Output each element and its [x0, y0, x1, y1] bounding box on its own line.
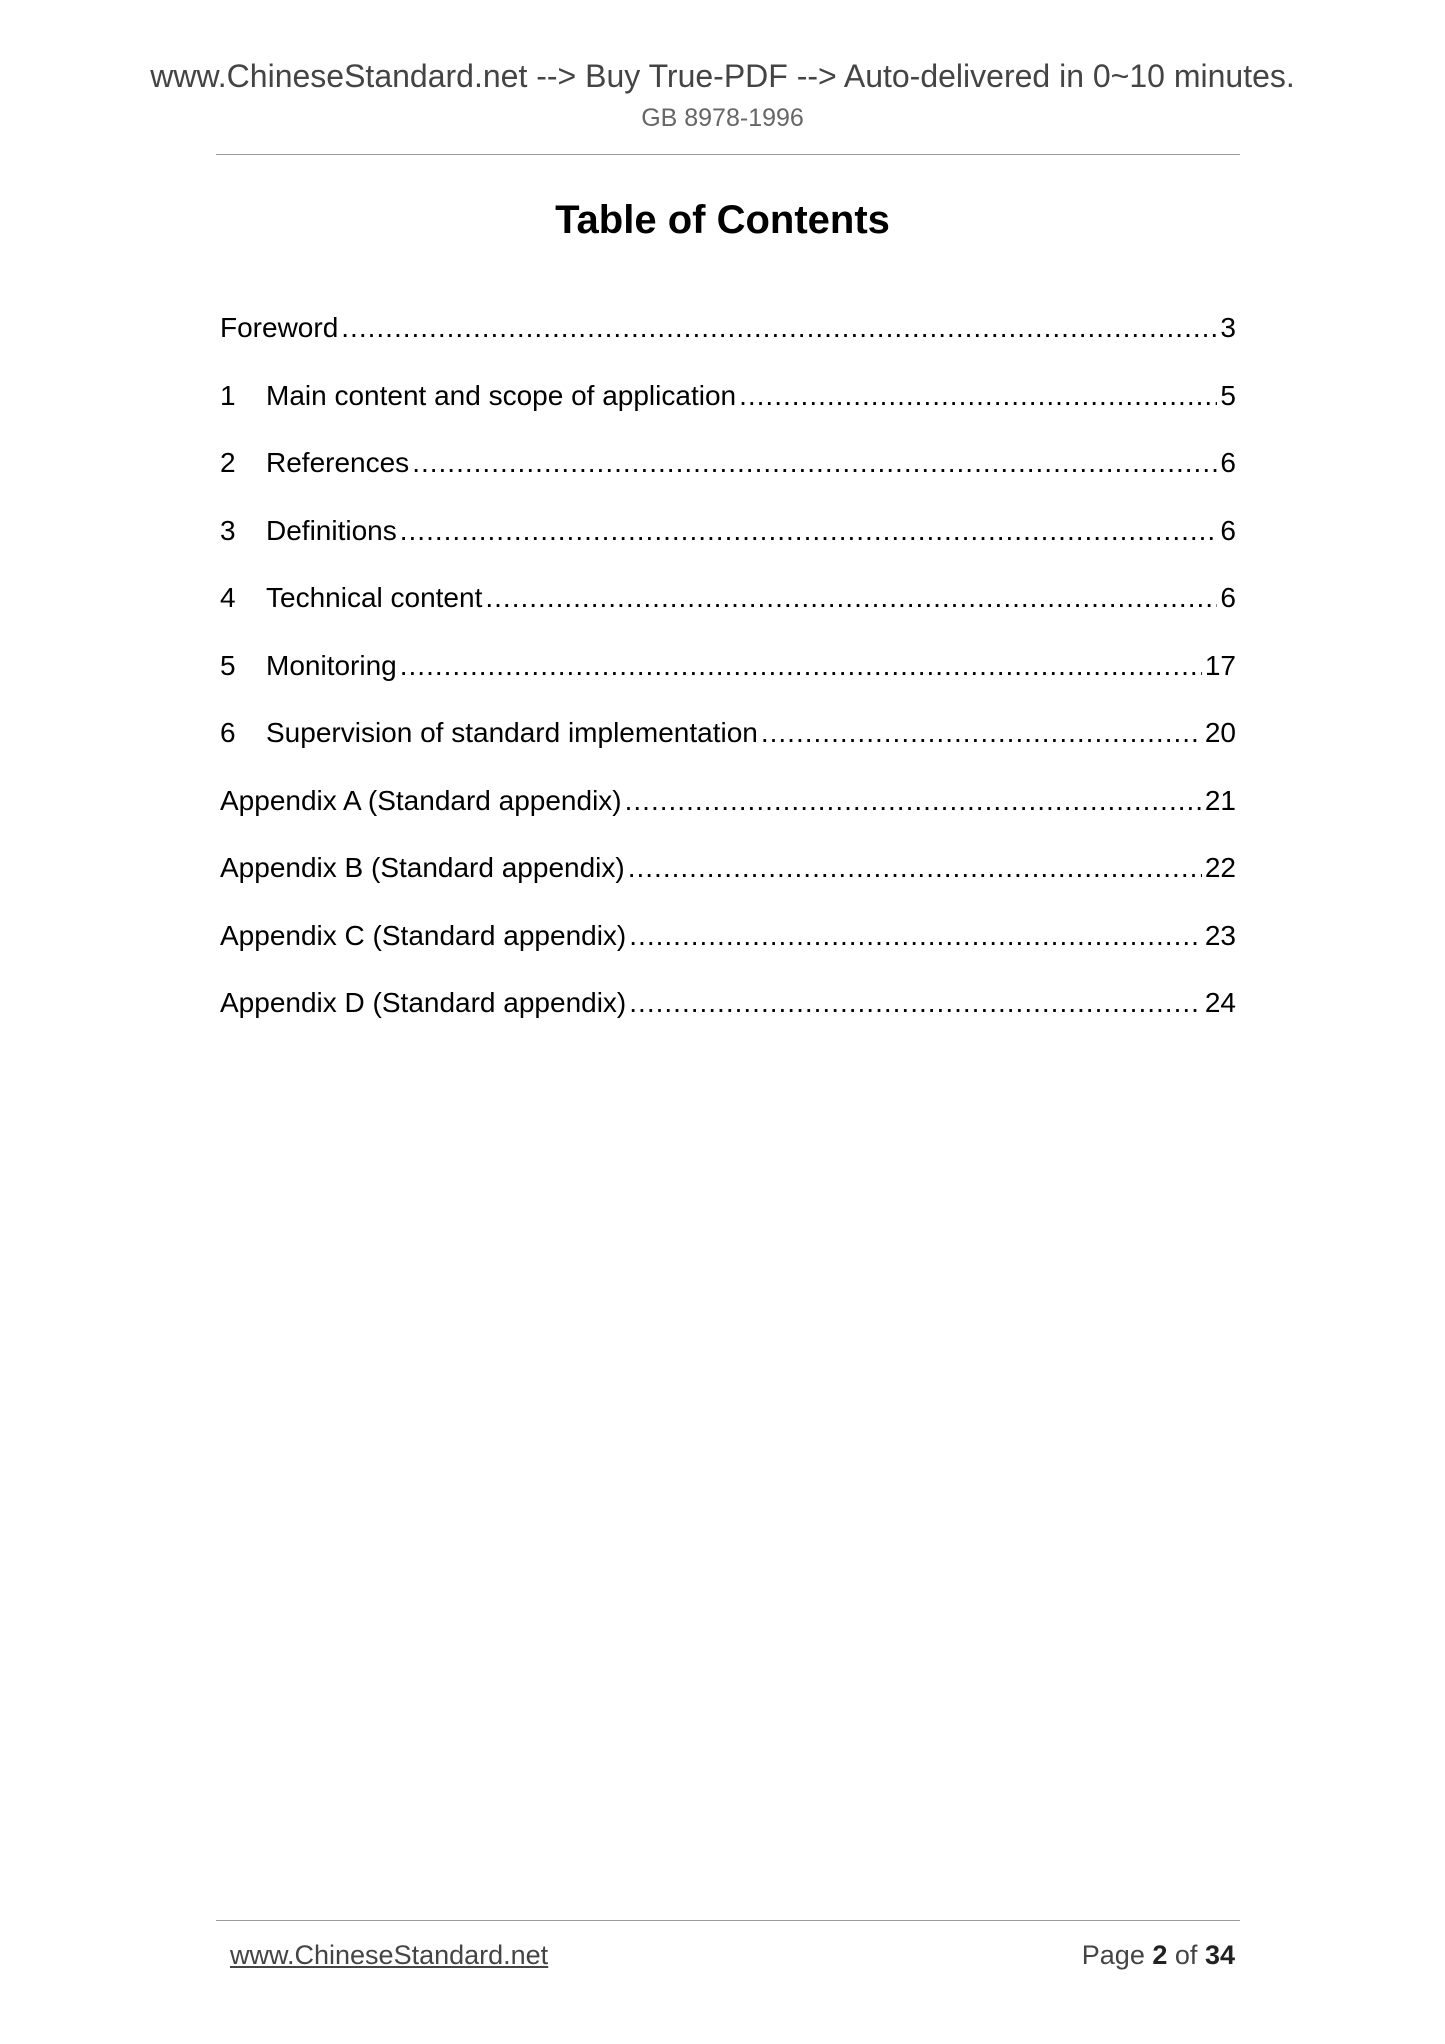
toc-entry-appendix-b[interactable]	[220, 850, 1236, 918]
toc-dot-leader	[412, 445, 1217, 481]
toc-entry-number: 3	[220, 514, 236, 546]
toc-dot-leader	[739, 378, 1217, 414]
toc-entry-label: Supervision of standard implementation	[266, 717, 758, 748]
toc-entry-label: Appendix D (Standard appendix)	[220, 987, 627, 1018]
page-of-label: of	[1174, 1940, 1198, 1970]
page-prefix: Page	[1081, 1940, 1145, 1970]
header-divider	[216, 154, 1240, 155]
toc-entry-label: Appendix B (Standard appendix)	[220, 852, 625, 883]
toc-entry-number: 1	[220, 379, 236, 411]
toc-entry-page: 5	[1220, 379, 1236, 411]
toc-entry-page: 6	[1220, 582, 1236, 613]
toc-entry-label: Appendix C (Standard appendix)	[220, 919, 627, 951]
toc-entry-label: Definitions	[266, 514, 397, 546]
toc-entry-number: 4	[220, 582, 236, 613]
toc-entry-number: 2	[220, 447, 236, 478]
toc-dot-leader	[400, 648, 1202, 684]
toc-dot-leader	[629, 985, 1202, 1021]
toc-entry-number: 5	[220, 649, 236, 681]
toc-entry-page: 3	[1220, 312, 1236, 343]
toc-entry-section-6[interactable]	[220, 715, 1236, 783]
toc-entry-label: Monitoring	[266, 649, 397, 681]
toc-dot-leader	[341, 310, 1217, 346]
toc-entry-label: Appendix A (Standard appendix)	[220, 784, 622, 816]
header-banner: www.ChineseStandard.net --> Buy True-PDF --> Auto-delivered in 0~10 minutes.	[150, 58, 1295, 94]
toc-entry-number: 6	[220, 717, 236, 748]
toc-entry-page: 24	[1204, 987, 1236, 1018]
toc-entry-appendix-c[interactable]	[220, 918, 1236, 986]
toc-entry-label: Technical content	[266, 582, 483, 613]
toc-dot-leader	[400, 513, 1218, 549]
page-title: Table of Contents	[555, 198, 890, 242]
toc-entry-section-1[interactable]	[220, 378, 1236, 446]
page-number	[1082, 1940, 1235, 1971]
toc-dot-leader	[625, 783, 1202, 819]
toc-entry-page: 17	[1204, 649, 1236, 681]
document-id: GB 8978-1996	[641, 104, 804, 132]
toc-entry-appendix-d[interactable]	[220, 985, 1236, 1053]
toc-entry-label: Main content and scope of application	[266, 379, 737, 411]
toc-entry-section-3[interactable]	[220, 513, 1236, 581]
toc-dot-leader	[628, 850, 1202, 886]
toc-entry-label: References	[266, 447, 410, 478]
toc-entry-label: Foreword	[220, 312, 339, 343]
toc-entry-page: 23	[1204, 919, 1236, 951]
table-of-contents	[220, 310, 1236, 1053]
toc-entry-section-4[interactable]	[220, 580, 1236, 648]
toc-entry-page: 6	[1220, 514, 1236, 546]
toc-dot-leader	[761, 715, 1202, 751]
toc-dot-leader	[629, 918, 1202, 954]
footer-divider	[216, 1920, 1240, 1921]
toc-entry-section-5[interactable]	[220, 648, 1236, 716]
toc-entry-appendix-a[interactable]	[220, 783, 1236, 851]
toc-entry-page: 20	[1204, 717, 1236, 748]
toc-entry-foreword[interactable]	[220, 310, 1236, 378]
total-pages-number: 34	[1204, 1940, 1235, 1970]
current-page-number: 2	[1152, 1940, 1168, 1970]
toc-dot-leader	[485, 580, 1217, 616]
toc-entry-page: 6	[1220, 447, 1236, 478]
footer-site-link[interactable]: www.ChineseStandard.net	[230, 1940, 549, 1970]
toc-entry-page: 22	[1204, 852, 1236, 883]
toc-entry-page: 21	[1204, 784, 1236, 816]
toc-entry-section-2[interactable]	[220, 445, 1236, 513]
